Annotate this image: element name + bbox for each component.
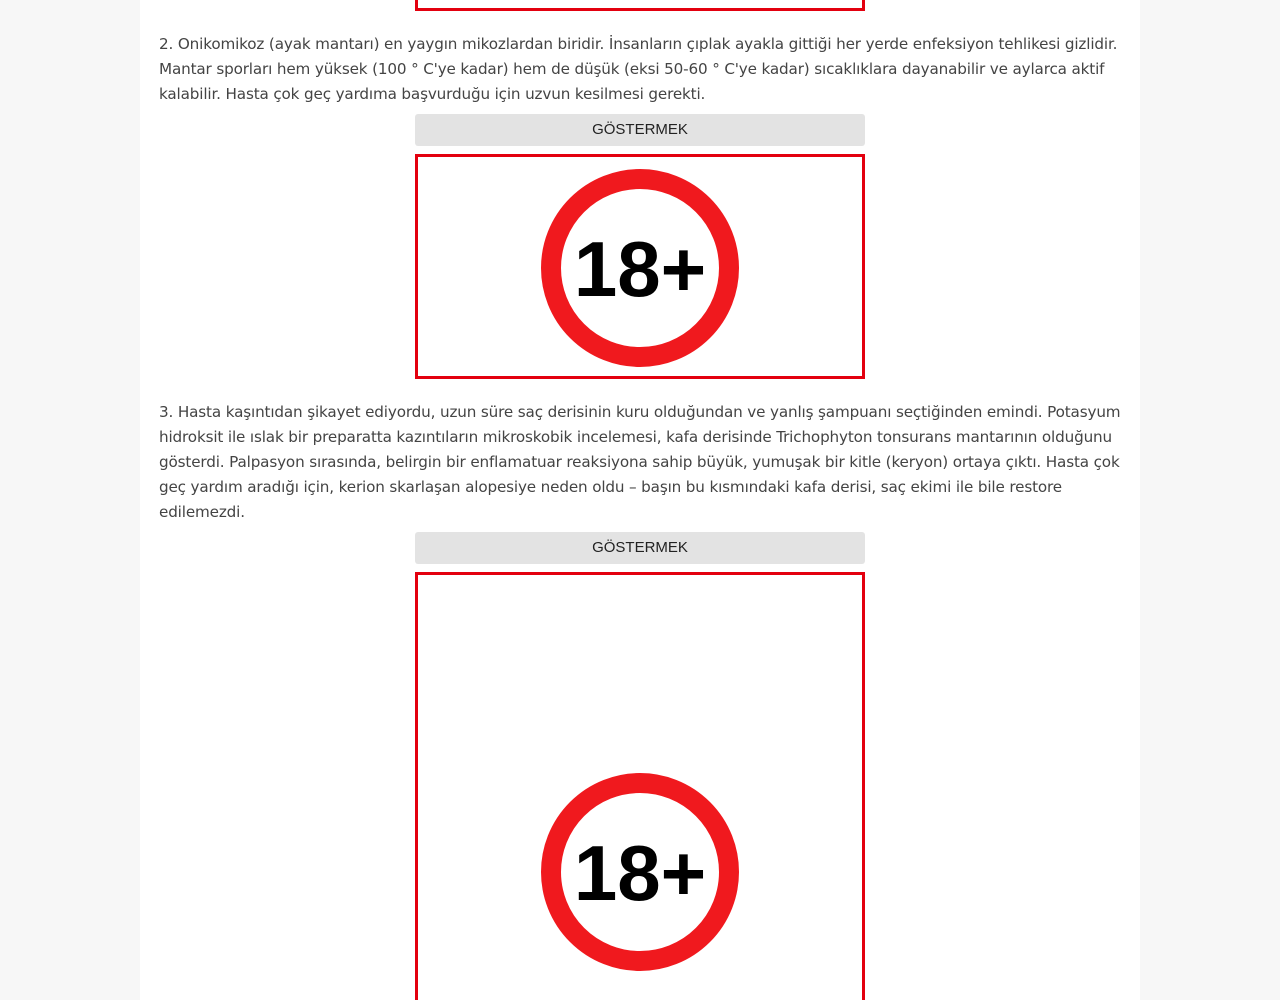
article-paragraph-3: 3. Hasta kaşıntıdan şikayet ediyordu, uzun süre saç derisinin kuru olduğundan ve yanlış şampuanı seçtiğinden emindi. Potasyum hidroksit ile ıslak bir preparatta kazıntıların mikroskobik incelemesi, kafa derisinde Trichophyton tonsurans mantarının olduğunu gösterdi. Palpasyon sırasında, belirgin bir enflamatuar reaksiyona sahip büyük, yumuşak bir kitle (keryon) ortaya çıktı. Hasta çok geç yardım aradığı için, kerion skarlaşan alopesiye neden oldu – başın bu kısmındaki kafa derisi, saç ekimi ile bile restore edilemezdi.	[159, 403, 1121, 521]
previous-image-frame	[415, 0, 865, 11]
restricted-image-frame[interactable]	[415, 154, 865, 379]
badge-label: 18+	[573, 225, 707, 313]
age-restriction-18-plus-icon	[540, 772, 740, 972]
article-paragraph-2: 2. Onikomikoz (ayak mantarı) en yaygın mikozlardan biridir. İnsanların çıplak ayakla gittiği her yerde enfeksiyon tehlikesi gizlidir. Mantar sporları hem yüksek (100 ° C'ye kadar) hem de düşük (eksi 50-60 ° C'ye kadar) sıcaklıklara dayanabilir ve aylarca aktif kalabilir. Hasta çok geç yardıma başvurduğu için uzvun kesilmesi gerekti.	[159, 35, 1118, 103]
show-image-button[interactable]: GÖSTERMEK	[415, 532, 865, 564]
restricted-image-frame[interactable]	[415, 572, 865, 1000]
age-restriction-18-plus-icon	[540, 168, 740, 368]
badge-label: 18+	[573, 829, 707, 917]
show-image-button[interactable]: GÖSTERMEK	[415, 114, 865, 146]
